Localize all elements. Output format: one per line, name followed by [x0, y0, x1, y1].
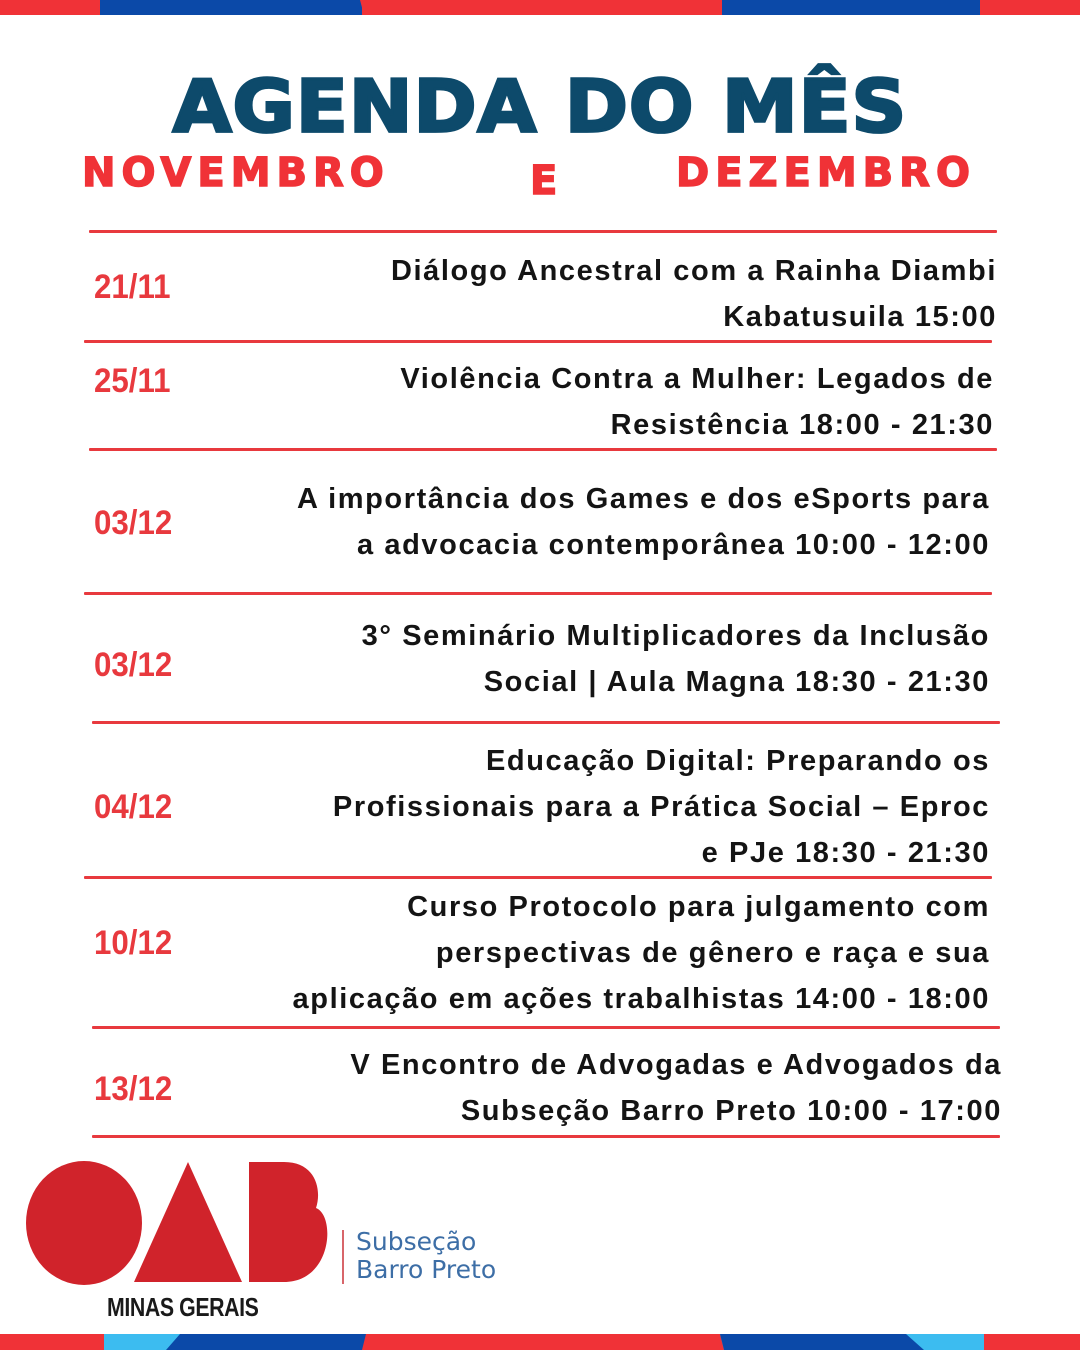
event-description: Violência Contra a Mulher: Legados de Resistência 18:00 - 21:30: [400, 363, 994, 441]
page-title: AGENDA DO MÊS: [172, 64, 908, 149]
top-color-stripe: [0, 0, 1080, 15]
subsecao-label: Subseção Barro Preto: [356, 1227, 497, 1284]
divider: [89, 230, 997, 233]
divider: [84, 340, 992, 343]
event-description: V Encontro de Advogadas e Advogados da Subseção Barro Preto 10:00 - 17:00: [350, 1049, 1002, 1127]
event-date: 13/12: [94, 1070, 173, 1108]
logo-separator: [342, 1230, 344, 1284]
divider: [84, 592, 992, 595]
oab-logo-mark-icon: [26, 1160, 336, 1286]
event-date: 25/11: [94, 362, 171, 400]
event-date: 10/12: [94, 924, 173, 962]
event-description: A importância dos Games e dos eSports para a advocacia contemporânea 10:00 - 12:00: [296, 483, 990, 561]
event-date: 04/12: [94, 788, 173, 826]
divider: [92, 721, 1000, 724]
divider: [89, 448, 997, 451]
event-description: 3° Seminário Multiplicadores da Inclusão Social | Aula Magna 18:30 - 21:30: [361, 620, 990, 698]
month-december: DEZEMBRO: [676, 150, 976, 196]
bottom-color-stripe: [0, 1334, 1080, 1350]
event-date: 03/12: [94, 646, 173, 684]
divider: [84, 876, 992, 879]
event-date: 21/11: [94, 268, 171, 306]
event-date: 03/12: [94, 504, 173, 542]
divider: [92, 1026, 1000, 1029]
month-conjunction: E: [530, 158, 564, 204]
event-description: Educação Digital: Preparando os Profissionais para a Prática Social – Eproc e PJe 18:30 - 21:30: [332, 745, 990, 869]
event-description: Curso Protocolo para julgamento com perspectivas de gênero e raça e sua aplicação em ações trabalhistas 14:00 - 18:00: [292, 891, 990, 1015]
divider: [92, 1135, 1000, 1138]
event-description: Diálogo Ancestral com a Rainha Diambi Kabatusuila 15:00: [390, 255, 997, 333]
months-subtitle: [0, 150, 1080, 210]
logo-region-label: MINAS GERAIS: [107, 1292, 259, 1322]
month-november: NOVEMBRO: [82, 150, 390, 196]
